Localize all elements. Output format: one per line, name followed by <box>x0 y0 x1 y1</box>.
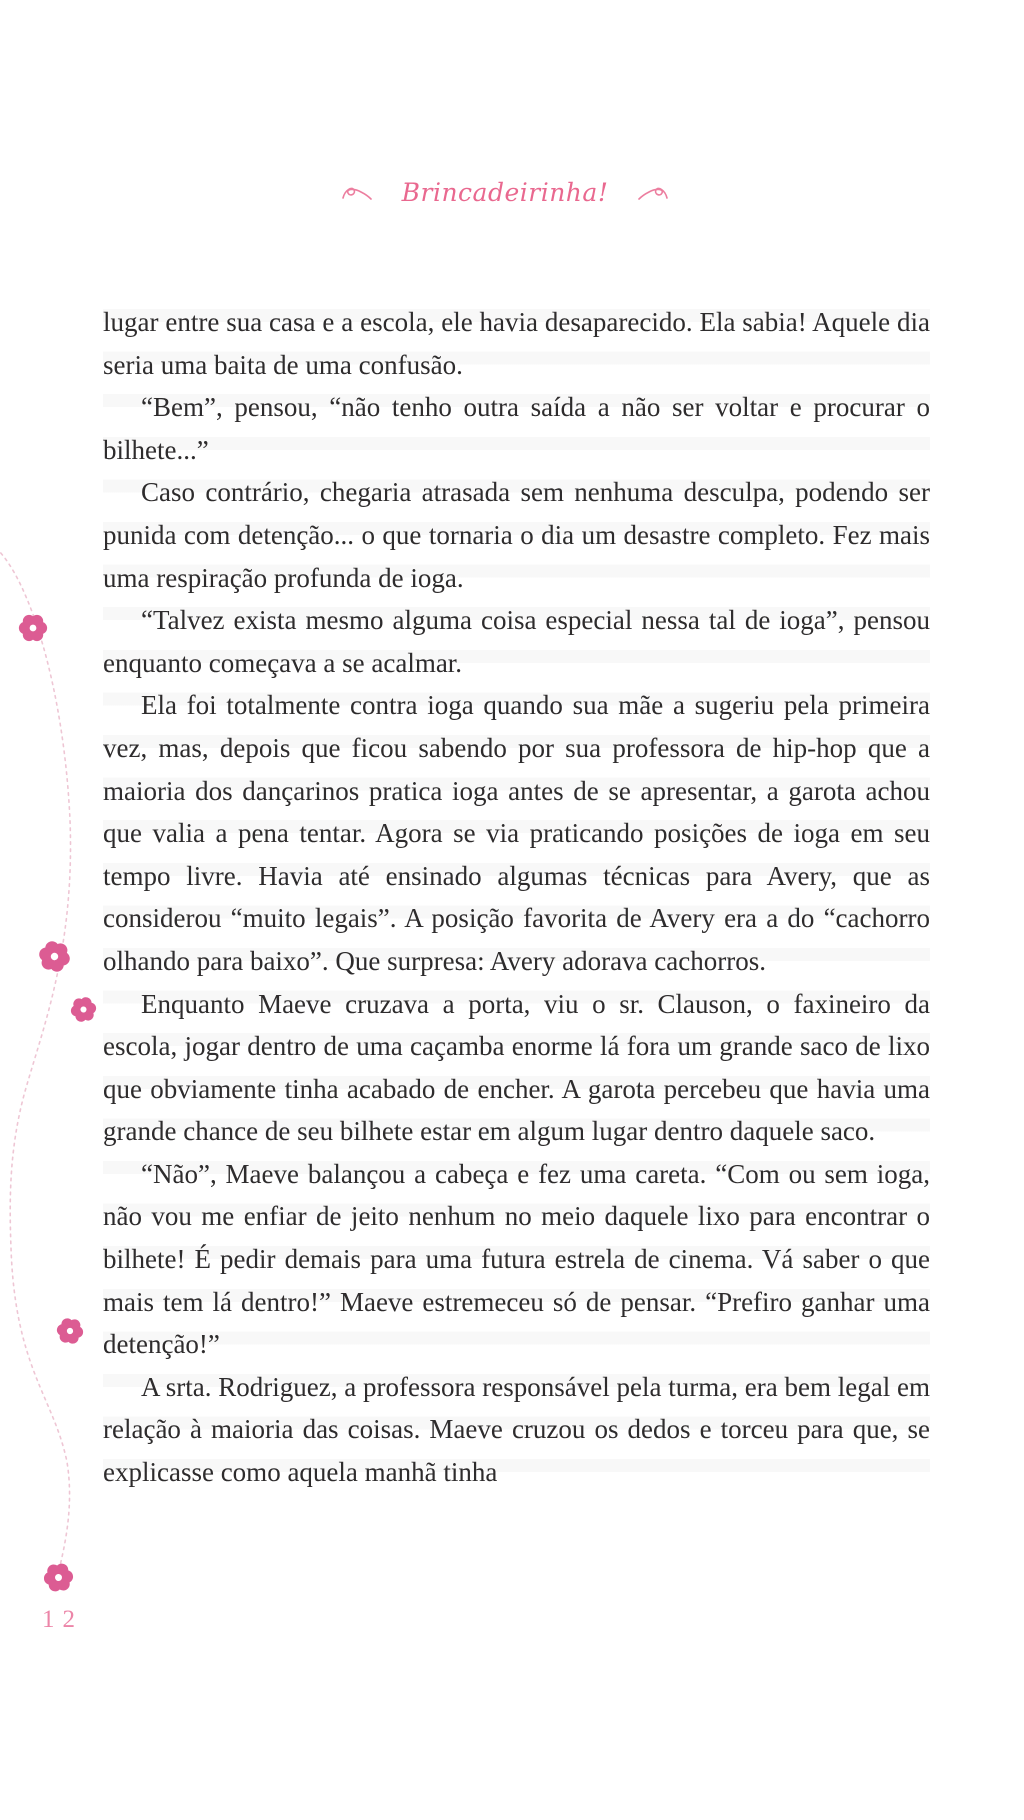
page-header <box>0 178 1010 207</box>
text-column <box>103 301 930 1494</box>
paragraph: “Talvez exista mesmo alguma coisa especial nessa tal de ioga”, pensou enquanto começava a se acalmar. <box>103 605 930 678</box>
paragraph: Ela foi totalmente contra ioga quando sua mãe a sugeriu pela primeira vez, mas, depois que ficou sabendo por sua professora de hip-hop que a maioria dos dançarinos pratica ioga antes de se apresentar, a garota achou que valia a pena tentar. Agora se via praticando posições de ioga em seu tempo livre. Havia até ensinado algumas técnicas para Avery, que as considerou “muito legais”. A posição favorita de Avery era a do “cachorro olhando para baixo”. Que surpresa: Avery adorava cachorros. <box>103 690 930 976</box>
chapter-title: Brincadeirinha! <box>401 178 609 207</box>
flower-icon <box>34 936 74 976</box>
page-number: 12 <box>42 1606 83 1633</box>
flower-icon <box>54 1315 86 1347</box>
flower-icon <box>18 613 48 643</box>
paragraph: Caso contrário, chegaria atrasada sem nenhuma desculpa, podendo ser punida com detenção... o que tornaria o dia um desastre completo. Fez mais uma respiração profunda de ioga. <box>103 477 930 593</box>
paragraph: “Bem”, pensou, “não tenho outra saída a não ser voltar e procurar o bilhete...” <box>103 392 930 465</box>
paragraph: lugar entre sua casa e a escola, ele havia desaparecido. Ela sabia! Aquele dia seria uma baita de uma confusão. <box>103 307 930 380</box>
flower-icon <box>41 1560 75 1594</box>
flower-icon <box>68 994 99 1025</box>
paragraph: “Não”, Maeve balançou a cabeça e fez uma careta. “Com ou sem ioga, não vou me enfiar de jeito nenhum no meio daquele lixo para encontrar o bilhete! É pedir demais para uma futura estrela de cinema. Vá saber o que mais tem lá dentro!” Maeve estremeceu só de pensar. “Prefiro ganhar uma detenção!” <box>103 1158 930 1360</box>
paragraph: Enquanto Maeve cruzava a porta, viu o sr. Clauson, o faxineiro da escola, jogar dentro de uma caçamba enorme lá fora um grande saco de lixo que obviamente tinha acabado de encher. A garota percebeu que havia uma grande chance de seu bilhete estar em algum lugar dentro daquele saco. <box>103 988 930 1147</box>
swirl-flourish-icon <box>342 184 372 202</box>
paragraph: A srta. Rodriguez, a professora responsável pela turma, era bem legal em relação à maioria das coisas. Maeve cruzou os dedos e torceu para que, se explicasse como aquela manhã tinha <box>103 1371 930 1488</box>
swirl-flourish-icon <box>638 184 668 202</box>
